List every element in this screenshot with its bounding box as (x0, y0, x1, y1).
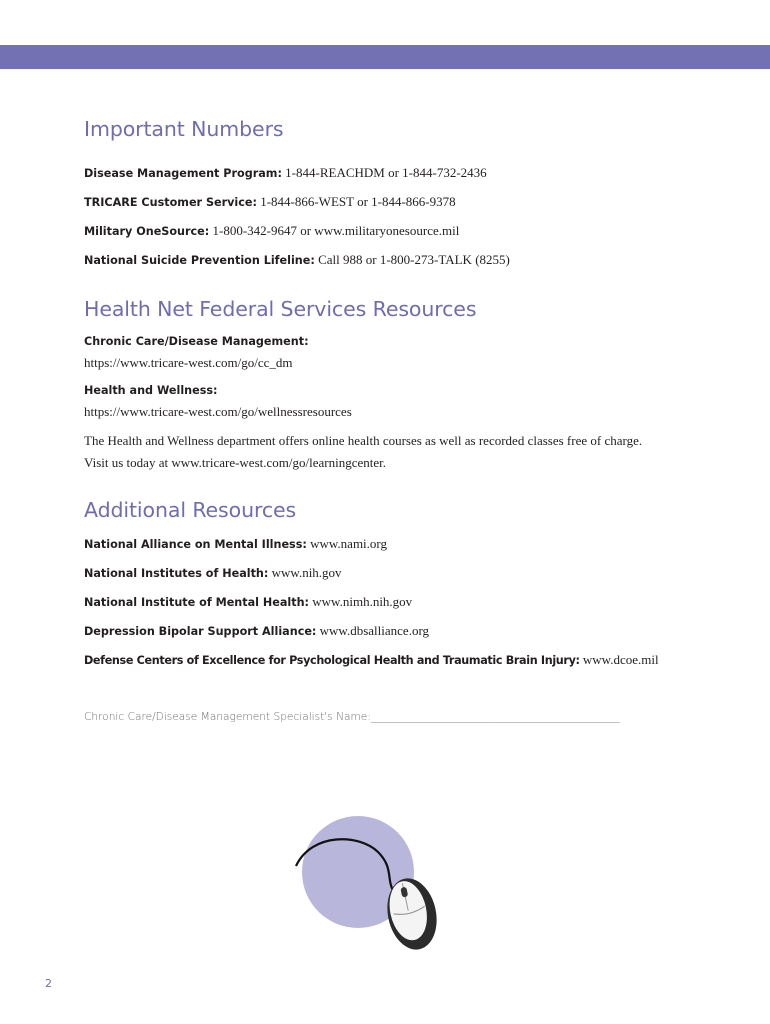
resource-label: National Alliance on Mental Illness: (84, 538, 307, 551)
number-label: TRICARE Customer Service: (84, 196, 257, 209)
paragraph-line: The Health and Wellness department offers online health courses as well as recorded classes free of charge. (84, 433, 643, 448)
resource-line-nimh (84, 594, 412, 610)
resource-value[interactable]: www.nih.gov (271, 565, 342, 580)
resource-url-wellness[interactable]: https://www.tricare-west.com/go/wellnessresources (84, 404, 352, 419)
resource-label-wellness: Health and Wellness: (84, 384, 218, 397)
resource-label: National Institute of Mental Health: (84, 596, 310, 609)
number-label: Military OneSource: (84, 225, 210, 238)
number-value[interactable]: 1-844-REACHDM or 1-844-732-2436 (285, 165, 487, 180)
resource-label-chronic-care: Chronic Care/Disease Management: (84, 335, 309, 348)
resource-value[interactable]: www.nami.org (310, 536, 388, 551)
number-line-suicide-lifeline (84, 252, 510, 268)
paragraph-line: Visit us today at www.tricare-west.com/go/learningcenter. (84, 455, 386, 470)
computer-mouse-icon (290, 814, 450, 964)
heading-additional-resources: Additional Resources (84, 498, 297, 522)
number-line-disease-management (84, 165, 487, 181)
resource-value[interactable]: www.dcoe.mil (582, 652, 659, 667)
resource-value[interactable]: www.dbsalliance.org (319, 623, 430, 638)
heading-important-numbers: Important Numbers (84, 117, 284, 141)
number-line-tricare (84, 194, 456, 210)
resource-url-chronic-care[interactable]: https://www.tricare-west.com/go/cc_dm (84, 355, 293, 370)
number-value[interactable]: 1-844-866-WEST or 1-844-866-9378 (260, 194, 456, 209)
resource-line-nih (84, 565, 342, 581)
specialist-name-field[interactable]: Chronic Care/Disease Management Specialist's Name:_______________________________________________ (84, 711, 620, 723)
resource-line-nami (84, 536, 387, 552)
resource-label: Depression Bipolar Support Alliance: (84, 625, 317, 638)
top-color-band (0, 45, 770, 69)
number-line-military-onesource (84, 223, 459, 239)
resource-value[interactable]: www.nimh.nih.gov (312, 594, 413, 609)
page-number: 2 (45, 977, 52, 990)
number-value[interactable]: 1-800-342-9647 or www.militaryonesource.mil (212, 223, 460, 238)
wellness-paragraph (84, 430, 724, 474)
resource-label: Defense Centers of Excellence for Psychological Health and Traumatic Brain Injury: (84, 654, 580, 667)
resource-line-dbsa (84, 623, 429, 639)
number-value[interactable]: Call 988 or 1-800-273-TALK (8255) (318, 252, 510, 267)
number-label: Disease Management Program: (84, 167, 282, 180)
number-label: National Suicide Prevention Lifeline: (84, 254, 315, 267)
resource-line-dcoe (84, 652, 659, 668)
heading-hnfs-resources: Health Net Federal Services Resources (84, 297, 477, 321)
resource-label: National Institutes of Health: (84, 567, 269, 580)
